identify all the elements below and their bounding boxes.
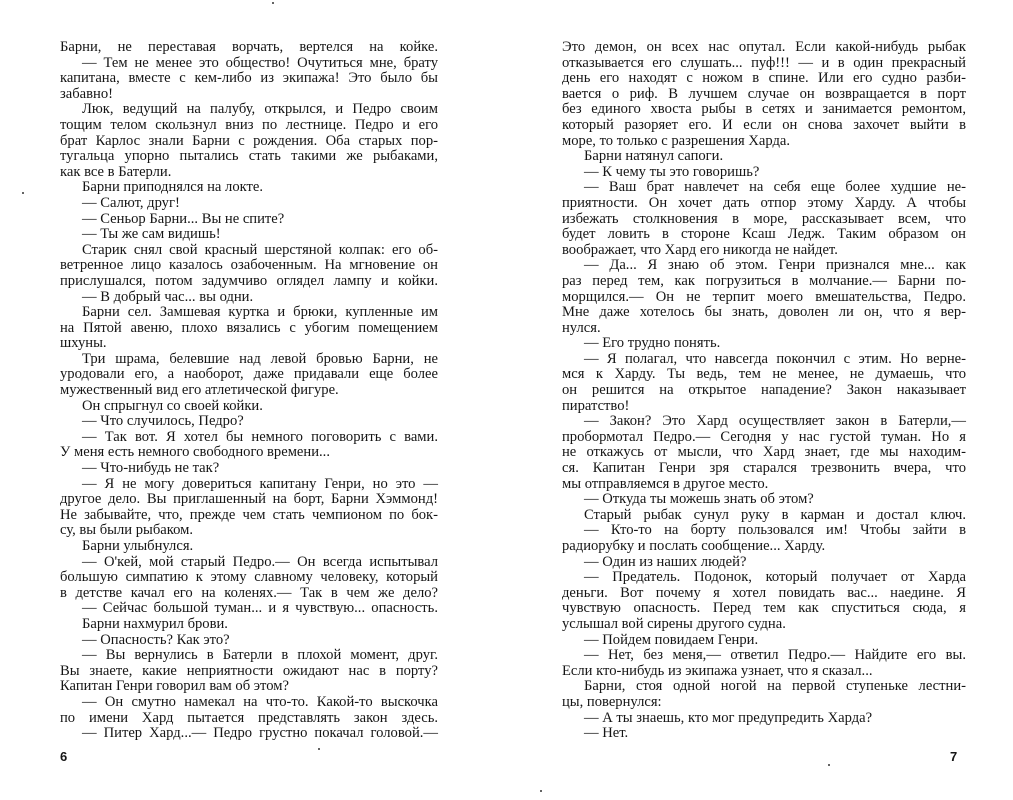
text-line: Он спрыгнул со своей койки. bbox=[82, 397, 263, 414]
page-number-left: 6 bbox=[60, 749, 68, 764]
text-line: Вы знаете, какие неприятности ожидают нас в порту? bbox=[60, 662, 438, 679]
text-line: капитана, вместе с кем-либо из экипажа! Это было бы bbox=[60, 70, 438, 87]
text-line: У меня есть немного свободного времени... bbox=[60, 444, 330, 461]
scan-speck bbox=[540, 790, 542, 792]
text-line: другое дело. Вы приглашенный на борт, Барни Хэммонд! bbox=[60, 491, 438, 508]
text-line: не откажусь от мысли, что Хард знает, где мы находим- bbox=[562, 444, 966, 461]
text-line: мужественный вид его атлетической фигуре. bbox=[60, 382, 339, 399]
text-line: чувствую опасность. Перед тем как спуститься сюда, я bbox=[562, 600, 966, 617]
text-line: — Пойдем повидаем Генри. bbox=[584, 631, 759, 648]
text-line: — Так вот. Я хотел бы немного поговорить с вами. bbox=[82, 428, 438, 445]
text-line: по имени Хард пытается представлять закон здесь. bbox=[60, 709, 438, 726]
text-line: услышал вой сирены другого судна. bbox=[562, 615, 786, 632]
text-line: — Его трудно понять. bbox=[584, 335, 721, 352]
text-line: пиратство! bbox=[562, 397, 630, 414]
text-line: — О'кей, мой старый Педро.— Он всегда испытывал bbox=[82, 553, 438, 570]
text-line: — Сеньор Барни... Вы не спите? bbox=[82, 210, 285, 227]
text-line: раз перед тем, как погрузиться в молчание.— Барни по- bbox=[562, 272, 966, 289]
right-page bbox=[562, 40, 966, 742]
text-line: Барни приподнялся на локте. bbox=[82, 179, 264, 196]
text-line: Барни, стоя одной ногой на первой ступеньке лестни- bbox=[584, 678, 966, 695]
text-line: на Пятой авеню, плохо вязались с убогим помещением bbox=[60, 319, 438, 336]
text-line: приятности. Он хочет дать отпор этому Харду. А чтобы bbox=[562, 194, 966, 211]
text-line: — А ты знаешь, кто мог предупредить Харда? bbox=[584, 709, 873, 726]
text-line: — Нет, без меня,— ответил Педро.— Найдите его вы. bbox=[584, 647, 966, 664]
text-line: забавно! bbox=[60, 85, 114, 102]
scan-speck bbox=[22, 192, 24, 194]
text-line: — Закон? Это Хард осуществляет закон в Батерли,— bbox=[584, 413, 966, 430]
text-line: — Один из наших людей? bbox=[584, 553, 747, 570]
text-line: — Нет. bbox=[584, 725, 629, 742]
text-line: будет ловить в стороне Ксаш Ледж. Таким образом он bbox=[562, 226, 966, 243]
text-line: ся. Капитан Генри зря старался трезвонить вчера, что bbox=[562, 460, 966, 477]
text-line: — Откуда ты можешь знать об этом? bbox=[584, 491, 814, 508]
text-line: как все в Батерли. bbox=[60, 163, 172, 180]
text-line: Барни, не переставая ворчать, вертелся на койке. bbox=[60, 39, 438, 55]
text-line: Три шрама, белевшие над левой бровью Барни, не bbox=[82, 350, 438, 367]
text-line: — Что случилось, Педро? bbox=[82, 413, 244, 430]
text-line: который разоряет его. И если он снова захочет выйти в bbox=[562, 116, 966, 133]
text-line: тугальца упорно пытались стать такими же рыбаками, bbox=[60, 148, 438, 165]
text-line: избежать столкновения в море, рассказывает всем, что bbox=[562, 210, 966, 227]
text-line: — Вы вернулись в Батерли в плохой момент, друг. bbox=[82, 647, 438, 664]
text-line: брат Карлос знали Барни с рождения. Оба старых пор- bbox=[60, 132, 438, 149]
text-line: — Я не могу довериться капитану Генри, но это — bbox=[82, 475, 438, 492]
text-line: морщился.— Он не терпит моего вмешательства, Педро. bbox=[562, 288, 966, 305]
text-line: пробормотал Педро.— Сегодня у нас густой туман. Но я bbox=[562, 428, 966, 445]
text-line: прислушался, потом задумчиво оглядел лампу и койки. bbox=[60, 272, 438, 289]
text-line: тощим телом скользнул вниз по лестнице. Педро и его bbox=[60, 116, 438, 133]
text-line: Старый рыбак сунул руку в карман и достал ключ. bbox=[584, 506, 966, 523]
text-line: море, то только с разрешения Харда. bbox=[562, 132, 791, 149]
text-line: — Тем не менее это общество! Очутиться мне, брату bbox=[82, 54, 438, 71]
scan-speck bbox=[318, 748, 320, 750]
text-line: отказывается его слушать... пуф!!! — и в один прекрасный bbox=[562, 54, 966, 71]
text-line: мся к Харду. Ты ведь, тем не менее, не думаешь, что bbox=[562, 366, 966, 383]
text-line: — В добрый час... вы одни. bbox=[82, 288, 254, 305]
text-line: ветренное лицо казалось озабоченным. На мгновение он bbox=[60, 257, 438, 274]
text-line: воображает, что Хард его никогда не найдет. bbox=[562, 241, 838, 258]
text-line: Барни сел. Замшевая куртка и брюки, купленные им bbox=[82, 304, 438, 321]
text-line: нулся. bbox=[562, 319, 601, 336]
text-line: — Я полагал, что навсегда покончил с этим. Но верне- bbox=[584, 350, 966, 367]
text-line: он решится на открытое нападение? Закон наказывает bbox=[562, 382, 966, 399]
text-line: Не забывайте, что, прежде чем стать чемпионом по бок- bbox=[60, 506, 438, 523]
text-line: радиорубку и послать сообщение... Харду. bbox=[562, 538, 826, 554]
text-line: су, вы были рыбаком. bbox=[60, 522, 193, 539]
left-page bbox=[60, 40, 438, 742]
page-number-right: 7 bbox=[950, 749, 958, 764]
text-line: — Сейчас большой туман... и я чувствую... опасность. bbox=[82, 600, 438, 617]
text-line: Барни улыбнулся. bbox=[82, 538, 194, 554]
text-line: мы отправляемся в другое место. bbox=[562, 475, 769, 492]
text-line: цы, повернулся: bbox=[562, 693, 662, 710]
text-line: шхуны. bbox=[60, 335, 107, 352]
text-line: Это демон, он всех нас опутал. Если какой-нибудь рыбак bbox=[562, 39, 966, 55]
text-line: в детстве качал его на коленях.— Так в чем же дело? bbox=[60, 584, 438, 601]
scan-speck bbox=[272, 2, 274, 4]
text-line: уродовали его, а наоборот, даже придавали еще более bbox=[60, 366, 438, 383]
text-line: Барни нахмурил брови. bbox=[82, 615, 228, 632]
text-line: — К чему ты это говоришь? bbox=[584, 163, 760, 180]
text-line: деньги. Вот почему я хотел повидать вас... наедине. Я bbox=[562, 584, 966, 601]
text-line: большую симпатию к этому славному человеку, который bbox=[60, 569, 438, 586]
text-line: Мне даже хотелось бы знать, доволен ли он, что я вер- bbox=[562, 304, 966, 321]
text-line: — Питер Хард...— Педро грустно покачал головой.— bbox=[82, 725, 438, 742]
text-line: — Да... Я знаю об этом. Генри признался мне... как bbox=[584, 257, 966, 274]
text-line: — Предатель. Подонок, который получает от Харда bbox=[584, 569, 966, 586]
text-line: — Что-нибудь не так? bbox=[82, 460, 220, 477]
text-line: — Ваш брат навлечет на себя еще более худшие не- bbox=[584, 179, 966, 196]
text-line: Люк, ведущий на палубу, открылся, и Педро своим bbox=[82, 101, 438, 118]
text-line: Барни натянул сапоги. bbox=[584, 148, 724, 165]
text-line: без единого хвоста рыбы в сетях и занимается ремонтом, bbox=[562, 101, 966, 118]
text-line: день его находят с ножом в спине. Или его судно разби- bbox=[562, 70, 966, 87]
text-line: — Он смутно намекал на что-то. Какой-то выскочка bbox=[82, 693, 438, 710]
text-line: Старик снял свой красный шерстяной колпак: его об- bbox=[82, 241, 438, 258]
text-line: — Опасность? Как это? bbox=[82, 631, 230, 648]
text-line: вается о риф. В лучшем случае он возвращается в порт bbox=[562, 85, 966, 102]
text-line: — Салют, друг! bbox=[82, 194, 180, 211]
scan-speck bbox=[828, 764, 830, 766]
text-line: — Ты же сам видишь! bbox=[82, 226, 221, 243]
text-line: Капитан Генри говорил вам об этом? bbox=[60, 678, 289, 695]
text-line: Если кто-нибудь из экипажа узнает, что я сказал... bbox=[562, 662, 873, 679]
text-line: — Кто-то на борту пользовался им! Чтобы зайти в bbox=[584, 522, 966, 539]
